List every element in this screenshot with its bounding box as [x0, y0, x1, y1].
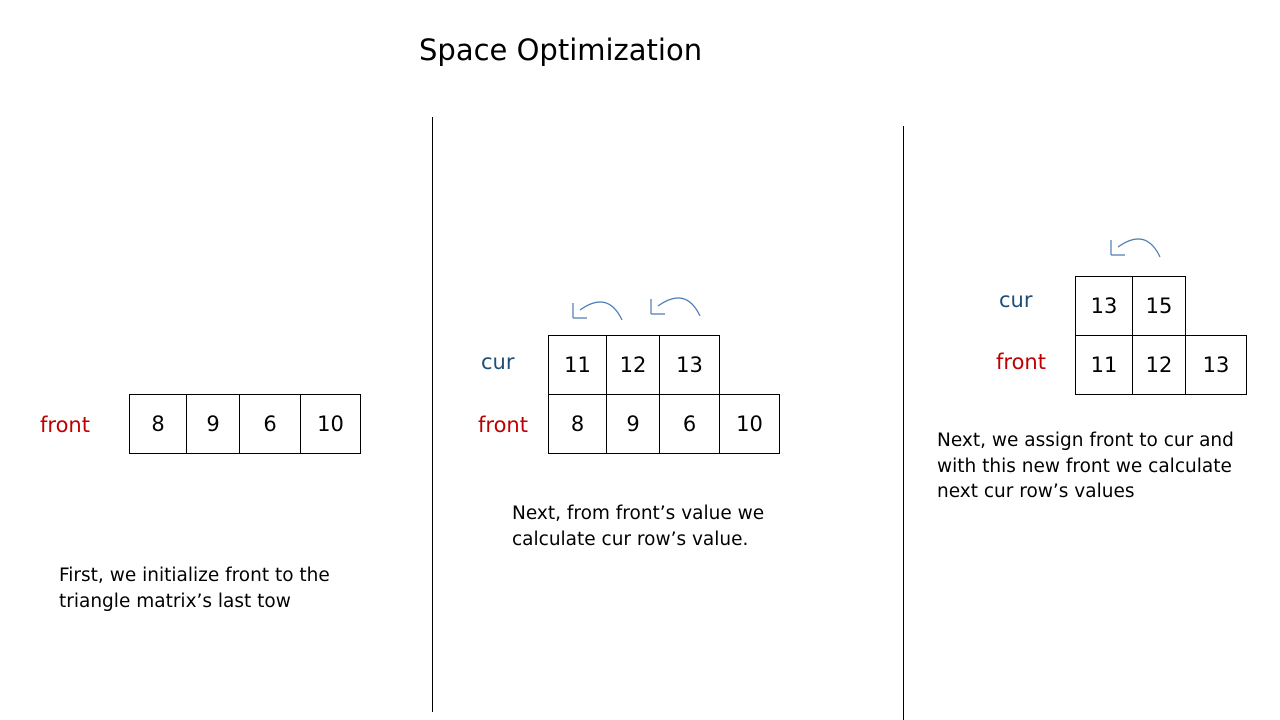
curved-arrow-icon — [570, 296, 624, 322]
cur-cell: 11 — [548, 335, 607, 395]
caption-line: First, we initialize front to the — [59, 565, 330, 586]
cur-cell: 13 — [1075, 276, 1133, 336]
front-cell: 10 — [300, 394, 361, 454]
divider-left — [432, 117, 433, 712]
front-cell: 12 — [1132, 335, 1186, 395]
caption-line: Next, we assign front to cur and — [937, 430, 1234, 451]
front-label: front — [40, 413, 90, 437]
cur-cell: 15 — [1132, 276, 1186, 336]
front-cell: 8 — [548, 394, 607, 454]
caption-line: calculate cur row’s value. — [512, 529, 749, 550]
front-cell: 9 — [606, 394, 660, 454]
front-cell: 11 — [1075, 335, 1133, 395]
front-cell: 10 — [719, 394, 780, 454]
caption-line: with this new front we calculate — [937, 456, 1232, 477]
front-label: front — [996, 350, 1046, 374]
cur-label: cur — [999, 288, 1033, 312]
front-cell: 6 — [239, 394, 301, 454]
caption-line: triangle matrix’s last tow — [59, 591, 291, 612]
caption-line: next cur row’s values — [937, 481, 1135, 502]
cur-cell: 13 — [659, 335, 720, 395]
front-cell: 6 — [659, 394, 720, 454]
front-cell: 9 — [186, 394, 240, 454]
curved-arrow-icon — [1108, 233, 1162, 259]
cur-cell: 12 — [606, 335, 660, 395]
front-cell: 13 — [1185, 335, 1247, 395]
divider-right — [903, 126, 904, 720]
front-label: front — [478, 413, 528, 437]
page-title: Space Optimization — [419, 33, 703, 67]
front-cell: 8 — [129, 394, 187, 454]
caption-line: Next, from front’s value we — [512, 503, 765, 524]
cur-label: cur — [481, 350, 515, 374]
curved-arrow-icon — [648, 292, 702, 318]
